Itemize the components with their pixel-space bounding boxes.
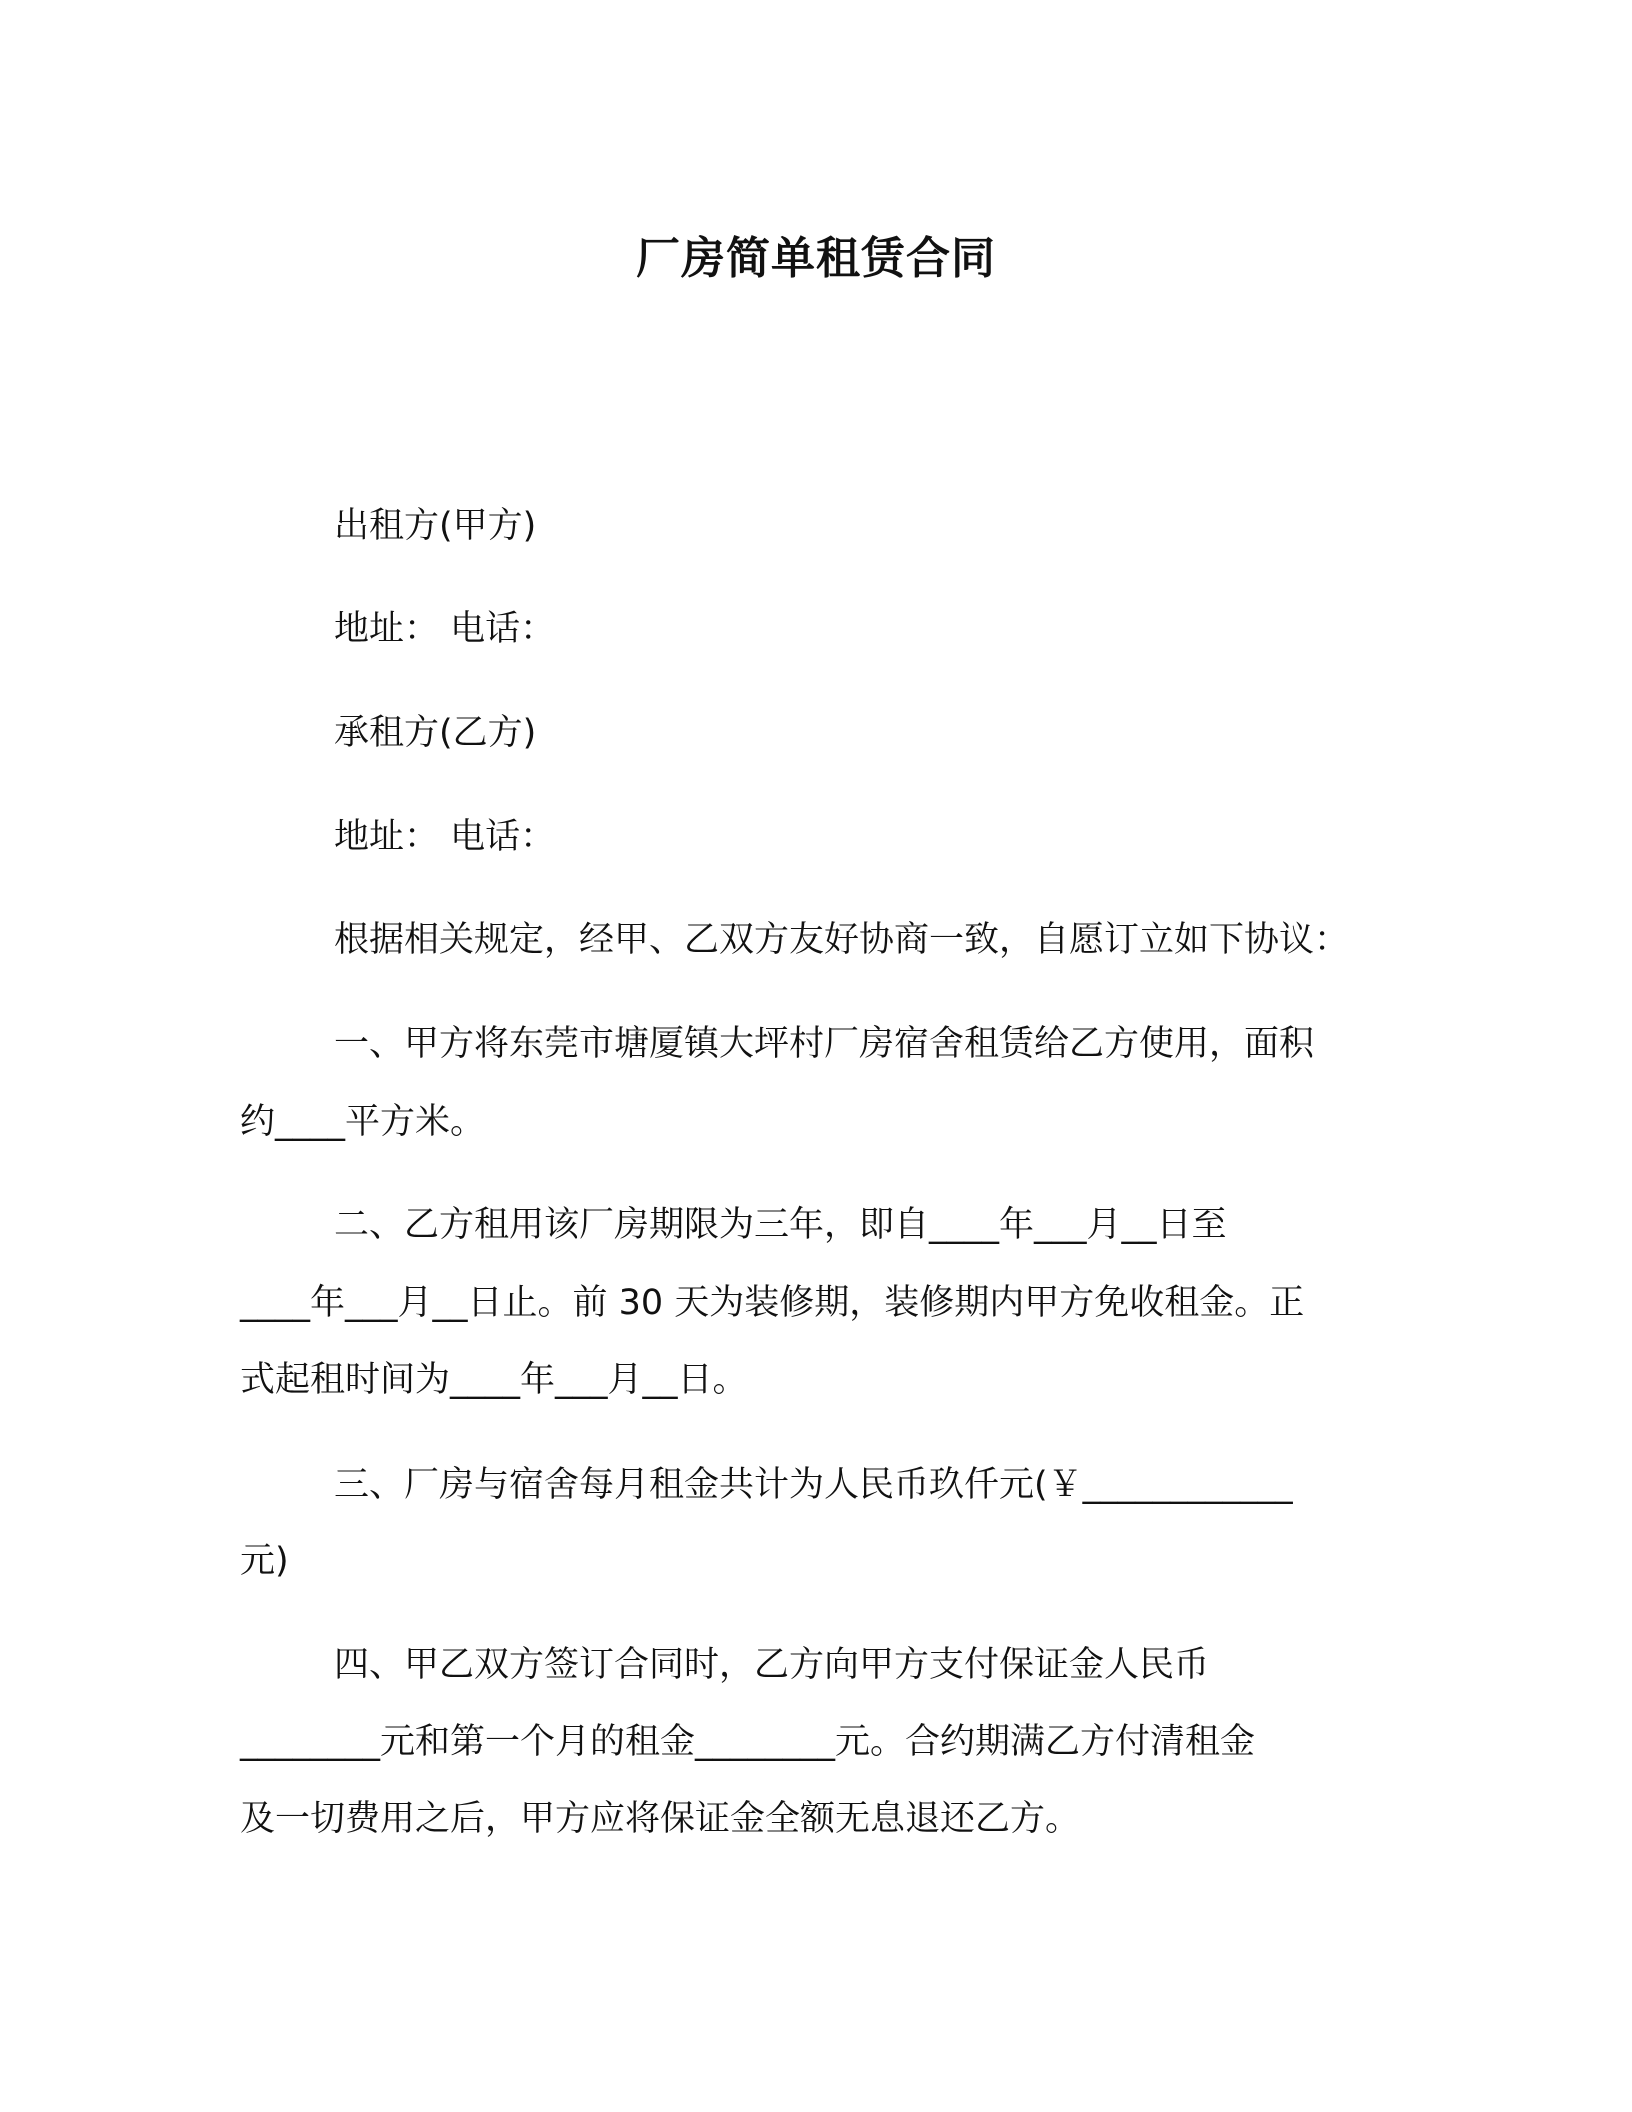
clause-4-line-3: 及一切费用之后，甲方应将保证金全额无息退还乙方。 xyxy=(240,1799,1081,1839)
lessor-contact: 地址： 电话： xyxy=(334,609,556,649)
clause-3-line-2: 元) xyxy=(240,1541,289,1581)
clause-2-line-1: 二、乙方租用该厂房期限为三年，即自____年___月__日至 xyxy=(334,1205,1227,1245)
clause-3-line-1: 三、厂房与宿舍每月租金共计为人民币玖仟元(￥____________ xyxy=(334,1465,1293,1505)
clause-4-line-2: ________元和第一个月的租金________元。合约期满乙方付清租金 xyxy=(240,1722,1256,1762)
document-title: 厂房简单租赁合同 xyxy=(636,233,996,284)
lessor-label: 出租方(甲方) xyxy=(334,506,537,546)
lessee-label: 承租方(乙方) xyxy=(334,713,537,753)
lessee-contact: 地址： 电话： xyxy=(334,817,556,857)
clause-2-line-2: ____年___月__日止。前 30 天为装修期，装修期内甲方免收租金。正 xyxy=(240,1283,1305,1323)
clause-1-line-1: 一、甲方将东莞市塘厦镇大坪村厂房宿舍租赁给乙方使用，面积 xyxy=(334,1024,1315,1064)
preamble: 根据相关规定，经甲、乙双方友好协商一致，自愿订立如下协议： xyxy=(334,920,1350,960)
clause-1-line-2: 约____平方米。 xyxy=(240,1102,486,1142)
clause-2-line-3: 式起租时间为____年___月__日。 xyxy=(240,1360,748,1400)
clause-4-line-1: 四、甲乙双方签订合同时，乙方向甲方支付保证金人民币 xyxy=(334,1645,1210,1685)
